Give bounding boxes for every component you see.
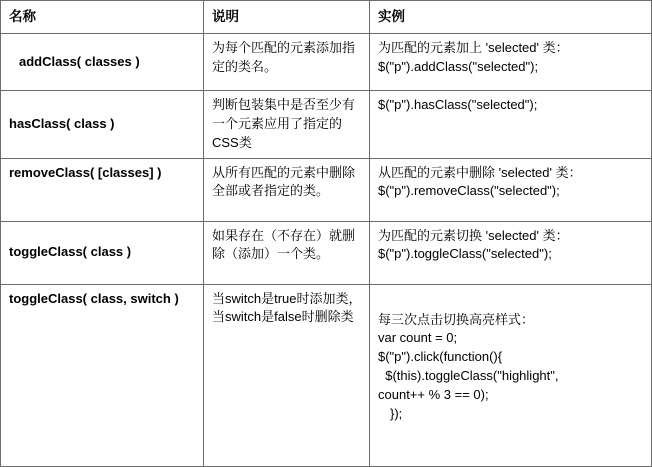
api-name-text: toggleClass( class ) — [9, 244, 132, 260]
api-name-text: toggleClass( class, switch ) — [9, 290, 179, 306]
api-description-removeclass — [204, 158, 370, 221]
column-header-description: 说明 — [204, 1, 370, 34]
api-name-text: removeClass( [classes] ) — [9, 164, 162, 180]
api-example-toggleclass — [370, 221, 652, 284]
api-description-text: 如果存在（不存在）就删除（添加）一个类。 — [212, 227, 356, 262]
api-description-text: 判断包装集中是否至少有一个元素应用了指定的CSS类 — [212, 97, 356, 150]
example-line: 为匹配的元素切换 'selected' 类： — [378, 227, 569, 243]
api-description-text: 为每个匹配的元素添加指定的类名。 — [212, 40, 356, 74]
api-name-hasclass — [1, 91, 204, 159]
example-line: $("p").addClass("selected"); — [378, 58, 539, 74]
example-line: count++ % 3 == 0); — [378, 386, 489, 402]
table-row — [1, 91, 652, 159]
api-description-addclass — [204, 34, 370, 91]
api-name-toggleclass-switch — [1, 284, 204, 466]
table-row — [1, 221, 652, 284]
column-header-name: 名称 — [1, 1, 204, 34]
example-line: 从匹配的元素中删除 'selected' 类： — [378, 164, 582, 180]
api-example-hasclass — [370, 91, 652, 159]
table-row — [1, 34, 652, 91]
example-line: 每三次点击切换高亮样式： — [378, 311, 535, 327]
column-header-example: 实例 — [370, 1, 652, 34]
api-name-addclass — [1, 34, 204, 91]
api-description-hasclass — [204, 91, 370, 159]
example-line: $("p").toggleClass("selected"); — [378, 246, 552, 262]
api-name-text: addClass( classes ) — [19, 53, 140, 69]
api-description-toggleclass-switch — [204, 284, 370, 466]
api-example-removeclass — [370, 158, 652, 221]
example-line: }); — [390, 405, 403, 421]
example-line: $("p").hasClass("selected"); — [378, 97, 538, 112]
table-header-row — [1, 1, 652, 34]
example-line: 为匹配的元素加上 'selected' 类： — [378, 40, 569, 55]
example-line: $("p").removeClass("selected"); — [378, 183, 560, 199]
api-name-text: hasClass( class ) — [9, 115, 115, 131]
api-example-addclass — [370, 34, 652, 91]
api-name-removeclass — [1, 158, 204, 221]
api-description-text: 当switch是true时添加类，当switch是false时删除类 — [212, 290, 362, 325]
example-line: $("p").click(function(){ — [378, 349, 503, 365]
table-row — [1, 284, 652, 466]
example-line: $(this).toggleClass("highlight", — [378, 368, 559, 384]
api-name-toggleclass — [1, 221, 204, 284]
api-description-toggleclass — [204, 221, 370, 284]
api-description-text: 从所有匹配的元素中删除全部或者指定的类。 — [212, 164, 356, 199]
example-line: var count = 0; — [378, 330, 458, 346]
api-example-toggleclass-switch — [370, 284, 652, 466]
table-row — [1, 158, 652, 221]
